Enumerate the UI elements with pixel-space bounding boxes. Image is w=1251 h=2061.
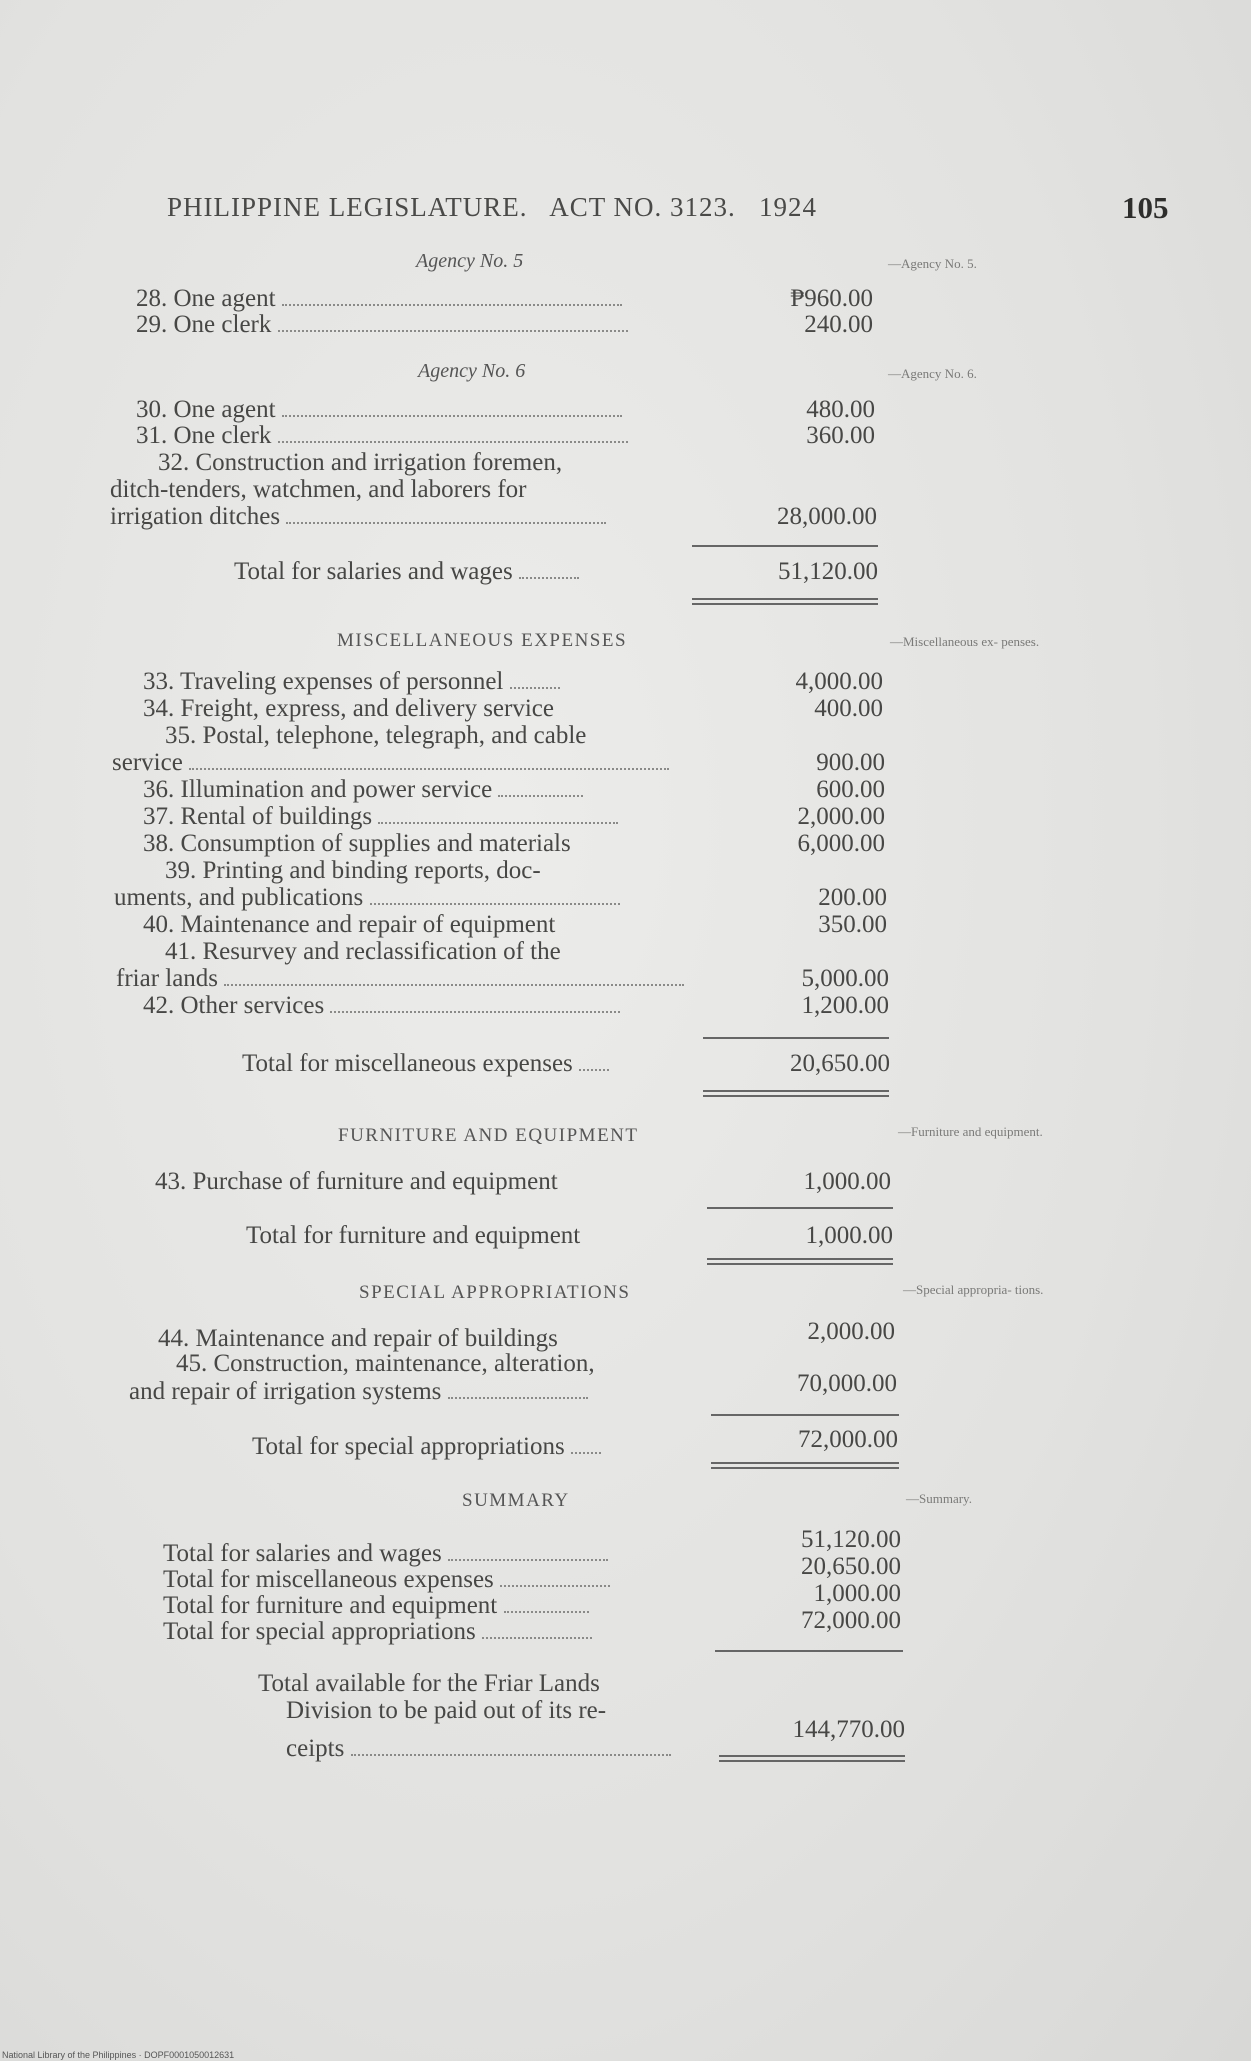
special-section-title: SPECIAL APPROPRIATIONS bbox=[359, 1282, 631, 1303]
list-item-amount: 900.00 bbox=[816, 749, 885, 776]
grand-total-line: Total available for the Friar Lands bbox=[258, 1670, 600, 1697]
list-item-line: service bbox=[112, 749, 669, 777]
list-item-line: and repair of irrigation systems bbox=[129, 1378, 588, 1406]
list-item: 37. Rental of buildings bbox=[143, 803, 618, 831]
agency5-margin-note: —Agency No. 5. bbox=[888, 256, 977, 271]
list-item: 33. Traveling expenses of personnel bbox=[143, 668, 560, 696]
list-item: 29. One clerk bbox=[136, 311, 628, 339]
list-item-line: 32. Construction and irrigation foremen, bbox=[158, 449, 563, 476]
list-item-amount: 240.00 bbox=[804, 311, 873, 338]
divider bbox=[715, 1650, 903, 1652]
divider bbox=[711, 1414, 899, 1416]
page-number: 105 bbox=[1122, 190, 1169, 225]
list-item-amount: 600.00 bbox=[816, 776, 885, 803]
header-act: ACT NO. 3123. bbox=[549, 192, 736, 222]
list-item: 43. Purchase of furniture and equipment bbox=[155, 1168, 558, 1195]
divider bbox=[692, 545, 878, 547]
list-item: 38. Consumption of supplies and materials bbox=[143, 830, 571, 857]
summary-row: Total for furniture and equipment bbox=[163, 1592, 589, 1620]
list-item-amount: 350.00 bbox=[818, 911, 887, 938]
double-divider bbox=[703, 1090, 889, 1097]
list-item: 28. One agent bbox=[136, 285, 622, 313]
misc-margin-note: —Miscellaneous ex- penses. bbox=[890, 634, 1040, 649]
subtotal-amount: 20,650.00 bbox=[790, 1050, 890, 1077]
list-item-line: irrigation ditches bbox=[110, 503, 606, 531]
list-item-amount: 400.00 bbox=[814, 695, 883, 722]
list-item-amount: 2,000.00 bbox=[797, 803, 885, 830]
furniture-margin-note: —Furniture and equipment. bbox=[898, 1124, 1043, 1139]
list-item-amount: 2,000.00 bbox=[807, 1318, 895, 1345]
list-item-line: 39. Printing and binding reports, doc- bbox=[165, 857, 541, 884]
header-title: PHILIPPINE LEGISLATURE. bbox=[167, 192, 528, 222]
list-item: 42. Other services bbox=[143, 992, 620, 1020]
summary-row: Total for special appropriations bbox=[163, 1618, 592, 1646]
list-item: 44. Maintenance and repair of buildings bbox=[158, 1325, 558, 1352]
list-item-amount: 1,200.00 bbox=[801, 992, 889, 1019]
special-margin-note: —Special appropria- tions. bbox=[903, 1282, 1044, 1297]
list-item-line: uments, and publications bbox=[114, 884, 620, 912]
list-item-line: 35. Postal, telephone, telegraph, and cable bbox=[165, 722, 587, 749]
list-item: 40. Maintenance and repair of equipment bbox=[143, 911, 556, 938]
scan-credit: National Library of the Philippines · DOPF0001050012631 bbox=[2, 2050, 235, 2060]
summary-amount: 20,650.00 bbox=[801, 1553, 901, 1580]
list-item: 36. Illumination and power service bbox=[143, 776, 583, 804]
subtotal-label: Total for miscellaneous expenses bbox=[242, 1050, 609, 1078]
list-item-amount: 360.00 bbox=[806, 422, 875, 449]
list-item-amount: 6,000.00 bbox=[797, 830, 885, 857]
double-divider bbox=[692, 598, 878, 605]
header-year: 1924 bbox=[759, 192, 818, 222]
summary-amount: 51,120.00 bbox=[801, 1526, 901, 1553]
list-item: 34. Freight, express, and delivery service bbox=[143, 695, 554, 722]
agency6-title: Agency No. 6 bbox=[418, 360, 526, 382]
grand-total-line: Division to be paid out of its re- bbox=[286, 1697, 607, 1724]
summary-row: Total for salaries and wages bbox=[163, 1540, 608, 1568]
list-item: 30. One agent bbox=[136, 396, 622, 424]
subtotal-label: Total for salaries and wages bbox=[234, 558, 579, 586]
agency5-title: Agency No. 5 bbox=[416, 250, 524, 272]
double-divider bbox=[719, 1755, 905, 1762]
double-divider bbox=[707, 1258, 893, 1265]
summary-row: Total for miscellaneous expenses bbox=[163, 1566, 610, 1594]
list-item-amount: 1,000.00 bbox=[803, 1168, 891, 1195]
list-item-amount: 28,000.00 bbox=[777, 503, 877, 530]
agency6-margin-note: —Agency No. 6. bbox=[888, 366, 977, 381]
list-item-amount: 4,000.00 bbox=[795, 668, 883, 695]
double-divider bbox=[711, 1462, 899, 1469]
list-item-amount: 480.00 bbox=[806, 396, 875, 423]
list-item-line: 41. Resurvey and reclassification of the bbox=[165, 938, 561, 965]
subtotal-amount: 1,000.00 bbox=[805, 1222, 893, 1249]
furniture-section-title: FURNITURE AND EQUIPMENT bbox=[338, 1125, 639, 1146]
summary-margin-note: —Summary. bbox=[906, 1491, 972, 1506]
summary-section-title: SUMMARY bbox=[462, 1490, 570, 1511]
summary-amount: 1,000.00 bbox=[813, 1580, 901, 1607]
list-item-line: ditch-tenders, watchmen, and laborers for bbox=[110, 476, 527, 503]
running-header bbox=[167, 192, 817, 223]
list-item-amount: ₱960.00 bbox=[790, 285, 873, 312]
subtotal-amount: 51,120.00 bbox=[778, 558, 878, 585]
grand-total-amount: 144,770.00 bbox=[792, 1716, 905, 1743]
subtotal-amount: 72,000.00 bbox=[798, 1426, 898, 1453]
list-item-amount: 5,000.00 bbox=[801, 965, 889, 992]
list-item-line: 45. Construction, maintenance, alteration, bbox=[176, 1350, 595, 1377]
grand-total-line: ceipts bbox=[286, 1735, 671, 1763]
subtotal-label: Total for furniture and equipment bbox=[246, 1222, 581, 1249]
list-item-line: friar lands bbox=[116, 965, 684, 993]
summary-amount: 72,000.00 bbox=[801, 1607, 901, 1634]
misc-section-title: MISCELLANEOUS EXPENSES bbox=[337, 630, 628, 651]
divider bbox=[703, 1037, 889, 1039]
list-item-amount: 200.00 bbox=[818, 884, 887, 911]
list-item: 31. One clerk bbox=[136, 422, 628, 450]
list-item-amount: 70,000.00 bbox=[797, 1370, 897, 1397]
subtotal-label: Total for special appropriations bbox=[252, 1433, 601, 1461]
divider bbox=[707, 1207, 893, 1209]
